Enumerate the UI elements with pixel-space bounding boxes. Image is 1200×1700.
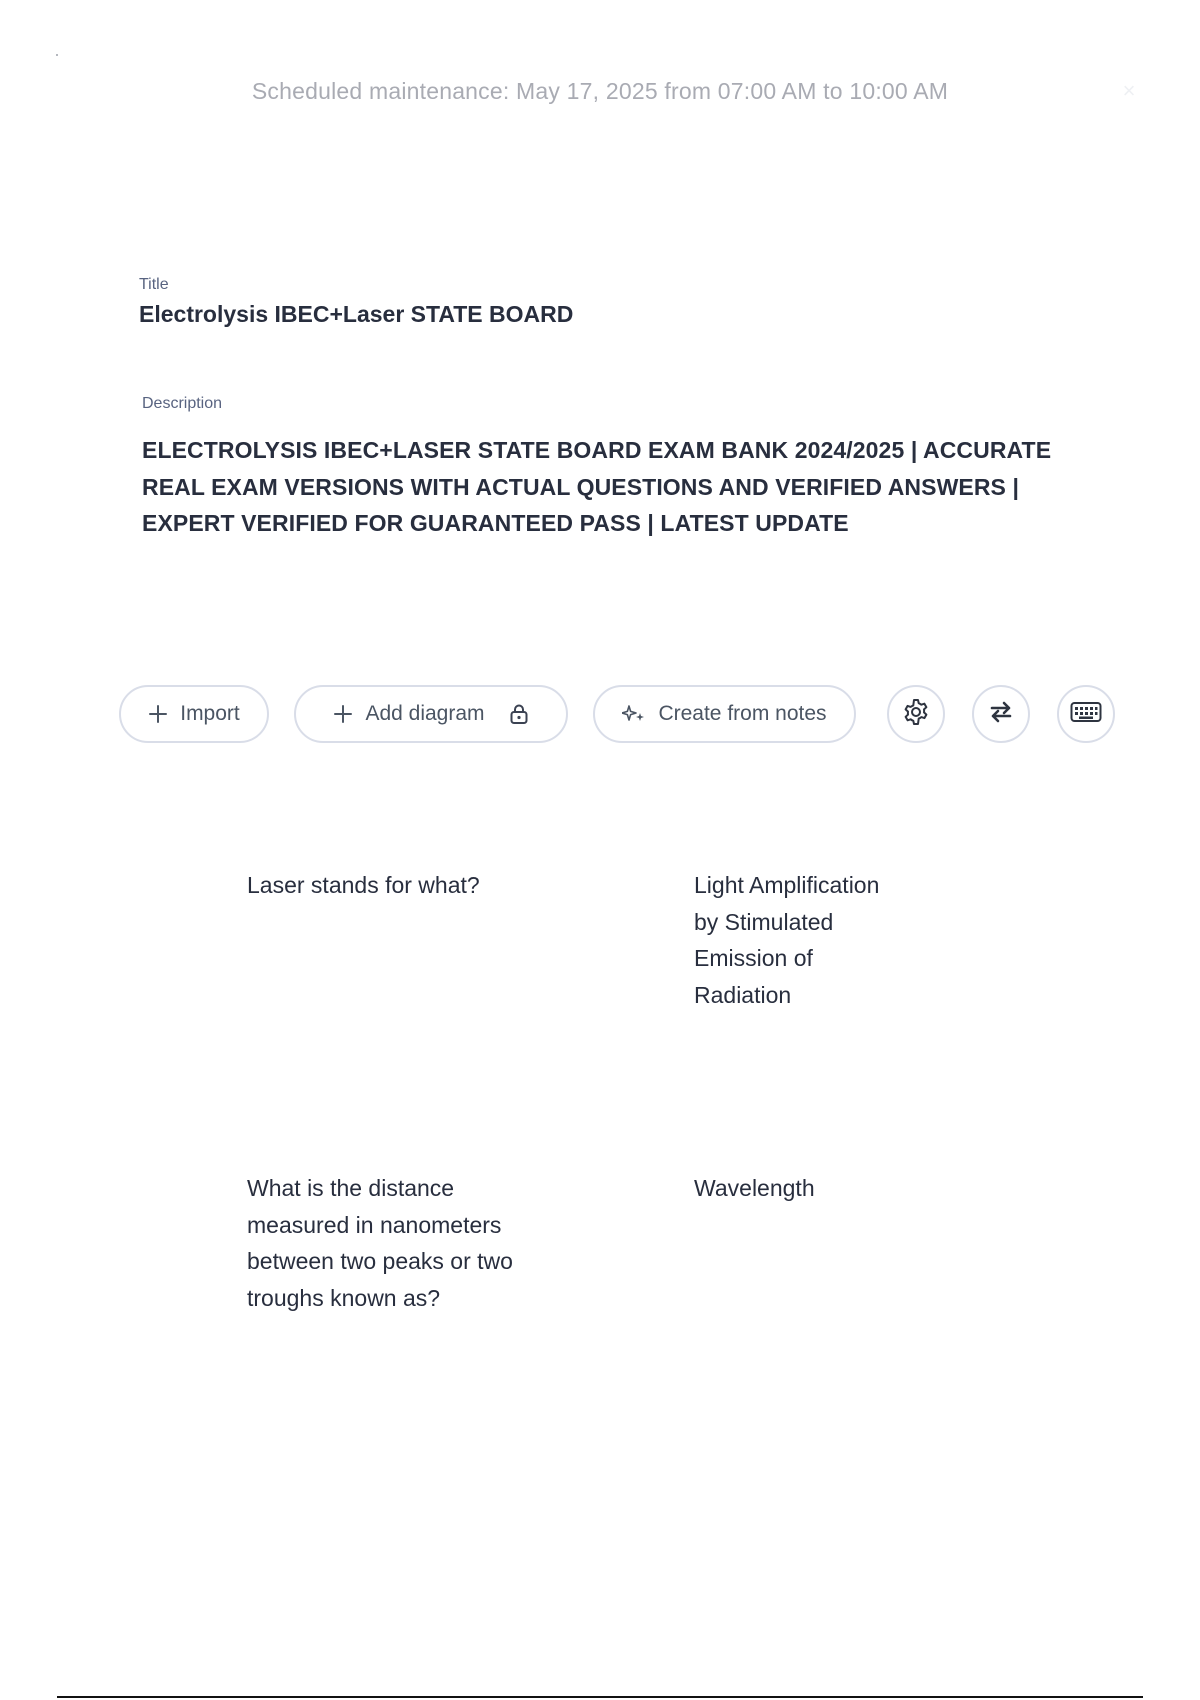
- card-2-term[interactable]: What is the distance measured in nanometers between two peaks or two troughs known as?: [247, 1175, 513, 1311]
- plus-icon: [148, 704, 168, 724]
- create-from-notes-label: Create from notes: [658, 702, 827, 725]
- add-diagram-button[interactable]: [294, 685, 568, 743]
- swap-arrows-icon: [986, 697, 1016, 732]
- add-diagram-label: Add diagram: [365, 702, 485, 725]
- gear-icon: [901, 697, 931, 732]
- lock-icon: [509, 703, 529, 725]
- editor-toolbar: [0, 685, 1200, 747]
- keyboard-shortcuts-button[interactable]: [1057, 685, 1115, 743]
- keyboard-icon: [1070, 700, 1102, 729]
- create-from-notes-button[interactable]: [593, 685, 856, 743]
- import-button[interactable]: [119, 685, 269, 743]
- import-label: Import: [180, 702, 240, 725]
- page-divider: [57, 1696, 1143, 1698]
- settings-button[interactable]: [887, 685, 945, 743]
- description-field[interactable]: ELECTROLYSIS IBEC+LASER STATE BOARD EXAM BANK 2024/2025 | ACCURATE REAL EXAM VERSIONS WITH ACTUAL QUESTIONS AND VERIFIED ANSWERS | EXPERT VERIFIED FOR GUARANTEED PASS | LATEST UPDATE: [142, 437, 1052, 536]
- stray-dot: [56, 54, 58, 56]
- card-2-definition[interactable]: Wavelength: [694, 1175, 815, 1201]
- swap-button[interactable]: [972, 685, 1030, 743]
- title-label: Title: [139, 276, 169, 293]
- sparkle-icon: [622, 704, 646, 724]
- title-field[interactable]: Electrolysis IBEC+Laser STATE BOARD: [139, 301, 574, 327]
- card-1-term[interactable]: Laser stands for what?: [247, 872, 480, 898]
- maintenance-banner: Scheduled maintenance: May 17, 2025 from 07:00 AM to 10:00 AM: [251, 78, 949, 104]
- banner-close-button[interactable]: ×: [1122, 78, 1136, 103]
- plus-icon: [333, 704, 353, 724]
- card-1-definition[interactable]: Light Amplification by Stimulated Emission of Radiation: [694, 872, 880, 1008]
- description-label: Description: [142, 395, 223, 412]
